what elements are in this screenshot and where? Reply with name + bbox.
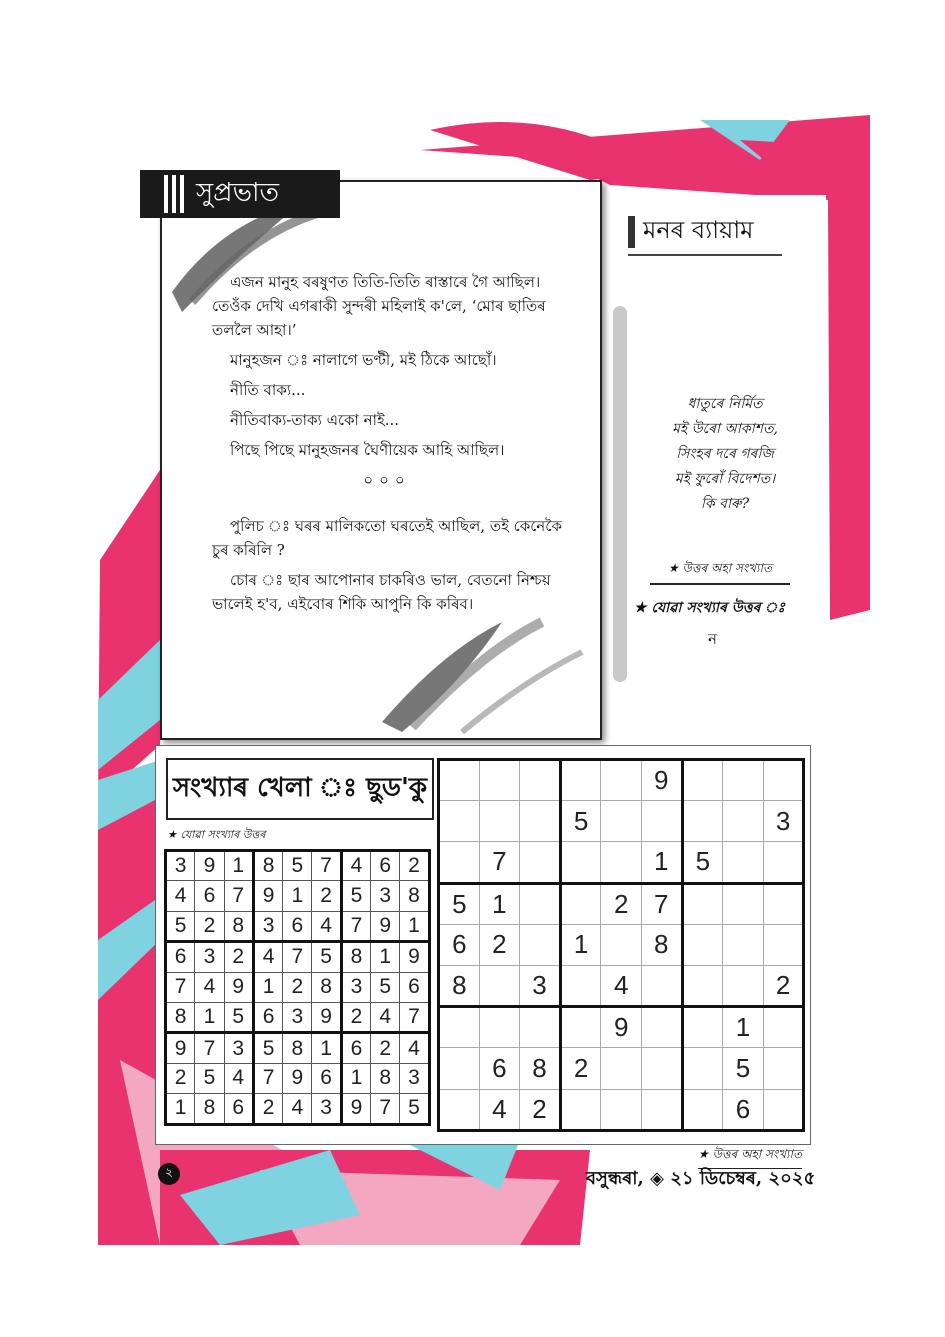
puzzle-cell — [479, 801, 520, 842]
section-title: সুপ্ৰভাত — [196, 178, 280, 208]
puzzle-cell: 2 — [601, 883, 642, 924]
solution-cell: 4 — [253, 942, 282, 972]
solution-cell: 6 — [224, 1094, 253, 1124]
puzzle-cell — [763, 883, 804, 924]
solution-cell: 4 — [195, 972, 224, 1002]
solution-cell: 9 — [400, 942, 429, 972]
solution-cell: 6 — [312, 1063, 341, 1093]
grid-row — [166, 972, 430, 1002]
puzzle-cell: 1 — [479, 883, 520, 924]
solution-cell: 5 — [166, 911, 195, 941]
title-bar-decoration — [628, 216, 635, 248]
grid-row — [439, 801, 804, 842]
puzzle-cell — [520, 924, 561, 965]
solution-cell: 9 — [166, 1033, 195, 1063]
sudoku-puzzle-grid — [437, 758, 805, 1132]
footer-answer-note: ★ উত্তৰ অহা সংখ্যাত — [698, 1146, 802, 1169]
grid-row — [439, 924, 804, 965]
puzzle-cell — [439, 842, 480, 883]
solution-cell: 3 — [253, 911, 282, 941]
previous-solution-grid — [164, 849, 431, 1126]
puzzle-cell: 2 — [560, 1048, 601, 1089]
solution-cell: 3 — [166, 851, 195, 881]
riddle-line: মই ফুৰোঁ বিদেশত। — [674, 471, 776, 487]
riddle-title — [628, 210, 782, 256]
puzzle-cell — [682, 965, 723, 1006]
solution-cell: 2 — [312, 881, 341, 911]
solution-cell: 2 — [400, 851, 429, 881]
solution-cell: 2 — [371, 1033, 400, 1063]
puzzle-cell: 9 — [641, 760, 682, 801]
riddle-answer-note: ★ উত্তৰ অহা সংখ্যাত — [650, 560, 790, 585]
grid-row — [166, 1094, 430, 1124]
puzzle-cell — [560, 1089, 601, 1130]
puzzle-cell — [601, 801, 642, 842]
puzzle-cell: 2 — [520, 1089, 561, 1130]
solution-cell: 9 — [195, 851, 224, 881]
publication-date: ২১ ডিচেম্বৰ, ২০২৫ — [670, 1168, 816, 1189]
puzzle-cell — [682, 1089, 723, 1130]
solution-cell: 4 — [371, 1002, 400, 1032]
publication-line — [586, 1164, 815, 1195]
solution-cell: 2 — [253, 1094, 282, 1124]
solution-cell: 4 — [224, 1063, 253, 1093]
puzzle-cell: 5 — [682, 842, 723, 883]
joke-separator: ০০০ — [363, 471, 411, 489]
puzzle-cell: 3 — [763, 801, 804, 842]
solution-cell: 7 — [253, 1063, 282, 1093]
solution-cell: 8 — [283, 1033, 312, 1063]
joke-paragraph: মানুহজন ঃ নালাগে ভণ্টী, মই ঠিকে আছোঁ। — [230, 351, 497, 369]
previous-solution-label: ★ যোৱা সংখ্যাৰ উত্তৰ — [167, 828, 266, 841]
solution-cell: 2 — [166, 1063, 195, 1093]
solution-cell: 6 — [341, 1033, 370, 1063]
solution-cell: 4 — [312, 911, 341, 941]
solution-cell: 7 — [312, 851, 341, 881]
grid-row — [439, 1089, 804, 1130]
puzzle-cell — [601, 924, 642, 965]
puzzle-cell: 6 — [723, 1089, 764, 1130]
riddle-line: ধাতুৰে নিৰ্মিত — [687, 396, 763, 412]
solution-cell: 1 — [341, 1063, 370, 1093]
joke-paragraph: এজন মানুহ বৰষুণত তিতি-তিতি ৰাস্তাৰে গৈ আছিল। তেওঁক দেখি এগৰাকী সুন্দৰী মহিলাই ক'লে, ‘মোৰ ছাতিৰ তললৈ আহা।’ — [212, 273, 546, 339]
solution-cell: 9 — [224, 972, 253, 1002]
solution-cell: 6 — [283, 911, 312, 941]
solution-cell: 3 — [283, 1002, 312, 1032]
page-number: ২ — [158, 1163, 180, 1185]
solution-cell: 3 — [341, 972, 370, 1002]
solution-cell: 5 — [341, 881, 370, 911]
puzzle-cell: 4 — [601, 965, 642, 1006]
solution-cell: 1 — [312, 1033, 341, 1063]
solution-cell: 4 — [400, 1033, 429, 1063]
header-bars-decoration — [164, 175, 184, 213]
puzzle-cell: 2 — [479, 924, 520, 965]
solution-cell: 6 — [400, 972, 429, 1002]
puzzle-cell: 6 — [439, 924, 480, 965]
puzzle-cell — [520, 1007, 561, 1048]
riddle-line: সিংহৰ দৰে গৰজি — [676, 446, 774, 462]
solution-cell: 7 — [195, 1033, 224, 1063]
solution-cell: 3 — [312, 1094, 341, 1124]
publication-name: বসুন্ধৰা, — [586, 1168, 644, 1189]
riddle-line: কি বাৰু? — [700, 496, 750, 512]
riddle-previous-answer: ন — [708, 630, 717, 648]
section-header — [140, 170, 340, 218]
puzzle-cell: 3 — [520, 965, 561, 1006]
puzzle-cell: 2 — [763, 965, 804, 1006]
solution-cell: 8 — [312, 972, 341, 1002]
puzzle-cell: 7 — [641, 883, 682, 924]
puzzle-cell — [641, 1007, 682, 1048]
grid-row — [439, 965, 804, 1006]
puzzle-cell — [601, 1048, 642, 1089]
grid-row — [166, 881, 430, 911]
puzzle-cell — [479, 965, 520, 1006]
puzzle-cell — [520, 883, 561, 924]
grid-row — [166, 911, 430, 941]
solution-cell: 2 — [283, 972, 312, 1002]
grid-row — [166, 942, 430, 972]
solution-cell: 7 — [283, 942, 312, 972]
puzzle-cell: 7 — [479, 842, 520, 883]
puzzle-cell — [763, 924, 804, 965]
grid-row — [439, 1048, 804, 1089]
puzzle-cell: 8 — [520, 1048, 561, 1089]
solution-cell: 1 — [253, 972, 282, 1002]
joke-paragraph: নীতি বাক্য... — [230, 381, 306, 399]
puzzle-cell — [601, 760, 642, 801]
grid-row — [166, 1002, 430, 1032]
puzzle-cell — [520, 760, 561, 801]
puzzle-cell: 5 — [723, 1048, 764, 1089]
riddle-poem — [640, 392, 810, 517]
publication-emblem-icon: ◈ — [650, 1168, 664, 1189]
puzzle-cell — [560, 883, 601, 924]
grid-row — [166, 1063, 430, 1093]
puzzle-cell — [763, 1089, 804, 1130]
solution-cell: 1 — [166, 1094, 195, 1124]
puzzle-cell: 5 — [439, 883, 480, 924]
grid-row — [166, 851, 430, 881]
puzzle-cell — [723, 924, 764, 965]
grid-row — [439, 842, 804, 883]
solution-cell: 1 — [224, 851, 253, 881]
solution-cell: 6 — [371, 851, 400, 881]
decorative-scroll-bar — [613, 306, 627, 682]
puzzle-cell — [682, 760, 723, 801]
puzzle-cell — [560, 1007, 601, 1048]
puzzle-cell — [601, 1089, 642, 1130]
solution-cell: 2 — [224, 942, 253, 972]
solution-cell: 8 — [341, 942, 370, 972]
solution-cell: 9 — [312, 1002, 341, 1032]
solution-cell: 8 — [224, 911, 253, 941]
solution-cell: 8 — [166, 1002, 195, 1032]
riddle-previous-answer-label: ★ যোৱা সংখ্যাৰ উত্তৰ ঃ — [634, 600, 785, 616]
solution-cell: 9 — [341, 1094, 370, 1124]
grid-row — [439, 1007, 804, 1048]
puzzle-cell — [682, 883, 723, 924]
puzzle-cell — [439, 801, 480, 842]
puzzle-cell — [723, 801, 764, 842]
puzzle-cell — [520, 842, 561, 883]
puzzle-cell: 5 — [560, 801, 601, 842]
solution-cell: 5 — [224, 1002, 253, 1032]
puzzle-cell: 4 — [479, 1089, 520, 1130]
solution-cell: 3 — [195, 942, 224, 972]
puzzle-cell — [763, 1007, 804, 1048]
puzzle-cell — [439, 760, 480, 801]
solution-cell: 4 — [166, 881, 195, 911]
solution-cell: 3 — [371, 881, 400, 911]
puzzle-cell: 1 — [560, 924, 601, 965]
grid-row — [439, 760, 804, 801]
puzzle-cell — [682, 1007, 723, 1048]
riddle-line: মই উৰো আকাশত, — [672, 421, 778, 437]
puzzle-cell — [763, 760, 804, 801]
puzzle-cell: 1 — [723, 1007, 764, 1048]
puzzle-cell — [682, 924, 723, 965]
joke-text — [212, 270, 562, 622]
solution-cell: 2 — [195, 911, 224, 941]
solution-cell: 2 — [341, 1002, 370, 1032]
solution-cell: 6 — [195, 881, 224, 911]
puzzle-cell: 6 — [479, 1048, 520, 1089]
puzzle-cell — [682, 801, 723, 842]
riddle-title-text: মনৰ ব্যায়াম — [643, 216, 754, 244]
solution-cell: 3 — [224, 1033, 253, 1063]
solution-cell: 8 — [371, 1063, 400, 1093]
solution-cell: 8 — [400, 881, 429, 911]
solution-cell: 9 — [253, 881, 282, 911]
solution-cell: 7 — [400, 1002, 429, 1032]
puzzle-cell — [723, 760, 764, 801]
puzzle-cell — [723, 883, 764, 924]
solution-cell: 1 — [283, 881, 312, 911]
puzzle-cell: 1 — [641, 842, 682, 883]
puzzle-cell — [641, 965, 682, 1006]
solution-cell: 5 — [400, 1094, 429, 1124]
solution-cell: 5 — [312, 942, 341, 972]
puzzle-cell: 8 — [439, 965, 480, 1006]
puzzle-cell — [520, 801, 561, 842]
solution-cell: 1 — [400, 911, 429, 941]
grid-row — [439, 883, 804, 924]
puzzle-cell — [723, 965, 764, 1006]
puzzle-cell — [560, 965, 601, 1006]
solution-cell: 8 — [253, 851, 282, 881]
sudoku-title: সংখ্যাৰ খেলা ঃ ছুড'কু — [166, 758, 434, 820]
solution-cell: 3 — [400, 1063, 429, 1093]
puzzle-cell — [479, 760, 520, 801]
solution-cell: 5 — [253, 1033, 282, 1063]
puzzle-cell — [763, 842, 804, 883]
solution-cell: 7 — [166, 972, 195, 1002]
solution-cell: 4 — [283, 1094, 312, 1124]
puzzle-cell — [641, 1089, 682, 1130]
puzzle-cell — [439, 1089, 480, 1130]
joke-paragraph: পুলিচ ঃ ঘৰৰ মালিকতো ঘৰতেই আছিল, তই কেনেকৈ চুৰ কৰিলি ? — [212, 517, 563, 559]
puzzle-cell: 8 — [641, 924, 682, 965]
joke-paragraph: নীতিবাক্য-তাক্য একো নাই... — [230, 411, 400, 429]
solution-cell: 5 — [195, 1063, 224, 1093]
solution-cell: 9 — [283, 1063, 312, 1093]
solution-cell: 7 — [371, 1094, 400, 1124]
puzzle-cell — [641, 1048, 682, 1089]
puzzle-cell — [763, 1048, 804, 1089]
solution-cell: 8 — [195, 1094, 224, 1124]
joke-paragraph: পিছে পিছে মানুহজনৰ ঘৈণীয়েক আহি আছিল। — [230, 441, 505, 459]
solution-cell: 6 — [166, 942, 195, 972]
solution-cell: 7 — [224, 881, 253, 911]
solution-cell: 1 — [371, 942, 400, 972]
solution-cell: 4 — [341, 851, 370, 881]
solution-cell: 5 — [283, 851, 312, 881]
solution-cell: 5 — [371, 972, 400, 1002]
puzzle-cell — [601, 842, 642, 883]
puzzle-cell — [439, 1048, 480, 1089]
puzzle-cell: 9 — [601, 1007, 642, 1048]
puzzle-cell — [439, 1007, 480, 1048]
grid-row — [166, 1033, 430, 1063]
solution-cell: 1 — [195, 1002, 224, 1032]
puzzle-cell — [682, 1048, 723, 1089]
puzzle-cell — [723, 842, 764, 883]
joke-paragraph: চোৰ ঃ ছাৰ আপোনাৰ চাকৰিও ভাল, বেতনো নিশ্চয় ভালেই হ'ব, এইবোৰ শিকি আপুনি কি কৰিব। — [212, 571, 551, 613]
puzzle-cell — [641, 801, 682, 842]
solution-cell: 7 — [341, 911, 370, 941]
puzzle-cell — [560, 842, 601, 883]
solution-cell: 6 — [253, 1002, 282, 1032]
puzzle-cell — [479, 1007, 520, 1048]
solution-cell: 9 — [371, 911, 400, 941]
puzzle-cell — [560, 760, 601, 801]
